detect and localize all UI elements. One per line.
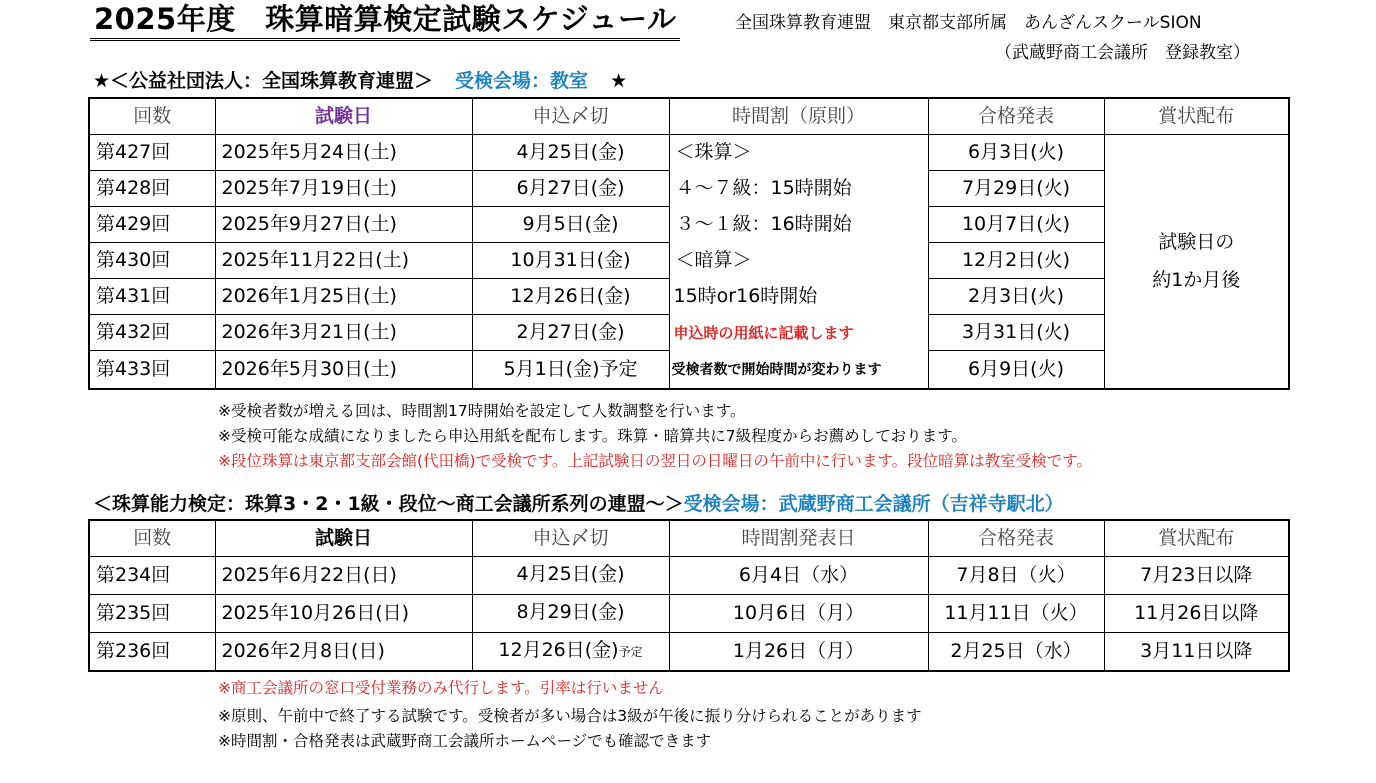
deadline-text: 8月29日(金) <box>516 601 625 623</box>
timetable-note-black <box>669 351 928 389</box>
result-date: 2月3日(火) <box>928 279 1104 315</box>
column-header: 時間割発表日 <box>669 520 928 557</box>
result-date: 7月29日(火) <box>928 171 1104 207</box>
exam-date: 2025年9月27日(土) <box>215 207 472 243</box>
timetable-line: ＜珠算＞ <box>669 135 928 171</box>
application-deadline: 4月25日(金) <box>472 135 669 171</box>
result-date: 12月2日(火) <box>928 243 1104 279</box>
section2-note: ※原則、午前中で終了する試験です。受検者が多い場合は3級が午後に振り分けられることがあります <box>218 707 922 725</box>
section2-schedule-table <box>88 519 1290 672</box>
table-header-row <box>89 98 1289 135</box>
award-line: 試験日の <box>1158 231 1235 254</box>
exam-number: 第429回 <box>89 207 215 243</box>
column-header: 合格発表 <box>928 520 1104 557</box>
section2-note-red: ※商工会議所の窓口受付業務のみ代行します。引率は行いません <box>218 679 664 697</box>
table-row <box>89 595 1289 633</box>
section1-heading-org: ★＜公益社団法人：全国珠算教育連盟＞ <box>93 70 434 92</box>
deadline-text: 12月26日(金) <box>498 639 619 661</box>
section1-venue: 受検会場：教室 <box>455 70 589 92</box>
exam-number: 第433回 <box>89 351 215 389</box>
exam-number: 第431回 <box>89 279 215 315</box>
section2-note: ※時間割・合格発表は武蔵野商工会議所ホームページでも確認できます <box>218 732 712 750</box>
exam-date: 2025年7月19日(土) <box>215 171 472 207</box>
exam-date: 2026年3月21日(土) <box>215 315 472 351</box>
exam-date: 2026年5月30日(土) <box>215 351 472 389</box>
section1-schedule-table <box>88 97 1290 390</box>
application-deadline <box>472 633 669 672</box>
award-distribution <box>1104 135 1289 389</box>
table-header-row <box>89 520 1289 557</box>
result-date: 7月8日（火） <box>928 557 1104 595</box>
timetable-line: ３～１級：16時開始 <box>669 207 928 243</box>
timetable-line: ４～７級：15時開始 <box>669 171 928 207</box>
application-deadline: 9月5日(金) <box>472 207 669 243</box>
section1-heading <box>93 66 627 93</box>
exam-number: 第430回 <box>89 243 215 279</box>
section1-note-red: ※段位珠算は東京都支部会館(代田橋)で受検です。上記試験日の翌日の日曜日の午前中に行います。段位暗算は教室受検です。 <box>218 452 1092 470</box>
result-date: 2月25日（水） <box>928 633 1104 672</box>
column-header: 賞状配布 <box>1104 520 1289 557</box>
application-deadline <box>472 595 669 633</box>
exam-number: 第235回 <box>89 595 215 633</box>
deadline-suffix: 予定 <box>618 645 643 659</box>
award-date: 7月23日以降 <box>1104 557 1289 595</box>
column-header: 申込〆切 <box>472 520 669 557</box>
table-row <box>89 135 1289 171</box>
exam-date: 2025年6月22日(日) <box>215 557 472 595</box>
exam-number: 第428回 <box>89 171 215 207</box>
application-deadline: 12月26日(金) <box>472 279 669 315</box>
column-header: 申込〆切 <box>472 98 669 135</box>
timetable-note-black-text: 受検者数で開始時間が変わります <box>671 361 882 378</box>
exam-date: 2025年10月26日(日) <box>215 595 472 633</box>
column-header: 合格発表 <box>928 98 1104 135</box>
deadline-text: 4月25日(金) <box>516 563 625 585</box>
timetable-note-red-text: 申込時の用紙に記載します <box>673 323 854 342</box>
timetable-date: 10月6日（月） <box>669 595 928 633</box>
section1-heading-star: ★ <box>610 70 628 92</box>
organization-line-1: 全国珠算教育連盟 東京都支部所属 あんざんスクールSION <box>735 13 1202 33</box>
section2-venue: 受検会場：武蔵野商工会議所（吉祥寺駅北） <box>683 493 1064 515</box>
application-deadline <box>472 557 669 595</box>
award-date: 11月26日以降 <box>1104 595 1289 633</box>
application-deadline: 10月31日(金) <box>472 243 669 279</box>
section1-note: ※受検可能な成績になりましたら申込用紙を配布します。珠算・暗算共に7級程度からお薦めしております。 <box>218 427 967 445</box>
column-header: 試験日 <box>215 98 472 135</box>
exam-date: 2025年5月24日(土) <box>215 135 472 171</box>
application-deadline: 6月27日(金) <box>472 171 669 207</box>
timetable-date: 1月26日（月） <box>669 633 928 672</box>
exam-date: 2026年2月8日(日) <box>215 633 472 672</box>
table-row <box>89 633 1289 672</box>
result-date: 11月11日（火） <box>928 595 1104 633</box>
page-title: 2025年度 珠算暗算検定試験スケジュール <box>90 2 680 41</box>
award-line: 約1か月後 <box>1152 269 1241 292</box>
exam-number: 第236回 <box>89 633 215 672</box>
exam-date: 2025年11月22日(土) <box>215 243 472 279</box>
result-date: 3月31日(火) <box>928 315 1104 351</box>
column-header: 回数 <box>89 520 215 557</box>
section1-note: ※受検者数が増える回は、時間割17時開始を設定して人数調整を行います。 <box>218 402 746 420</box>
exam-date: 2026年1月25日(土) <box>215 279 472 315</box>
exam-number: 第234回 <box>89 557 215 595</box>
column-header: 回数 <box>89 98 215 135</box>
column-header: 試験日 <box>215 520 472 557</box>
section2-heading <box>93 489 1064 516</box>
timetable-line: 15時or16時開始 <box>669 279 928 315</box>
result-date: 10月7日(火) <box>928 207 1104 243</box>
application-deadline: 2月27日(金) <box>472 315 669 351</box>
exam-number: 第432回 <box>89 315 215 351</box>
application-deadline: 5月1日(金)予定 <box>472 351 669 389</box>
result-date: 6月3日(火) <box>928 135 1104 171</box>
section2-heading-org: ＜珠算能力検定：珠算3・2・1級・段位～商工会議所系列の連盟～＞ <box>93 493 684 515</box>
timetable-date: 6月4日（水） <box>669 557 928 595</box>
timetable-line: ＜暗算＞ <box>669 243 928 279</box>
award-date: 3月11日以降 <box>1104 633 1289 672</box>
exam-number: 第427回 <box>89 135 215 171</box>
organization-line-2: （武蔵野商工会議所 登録教室） <box>995 43 1250 63</box>
column-header: 時間割（原則） <box>669 98 928 135</box>
timetable-note-red <box>669 315 928 351</box>
column-header: 賞状配布 <box>1104 98 1289 135</box>
table-row <box>89 557 1289 595</box>
result-date: 6月9日(火) <box>928 351 1104 389</box>
